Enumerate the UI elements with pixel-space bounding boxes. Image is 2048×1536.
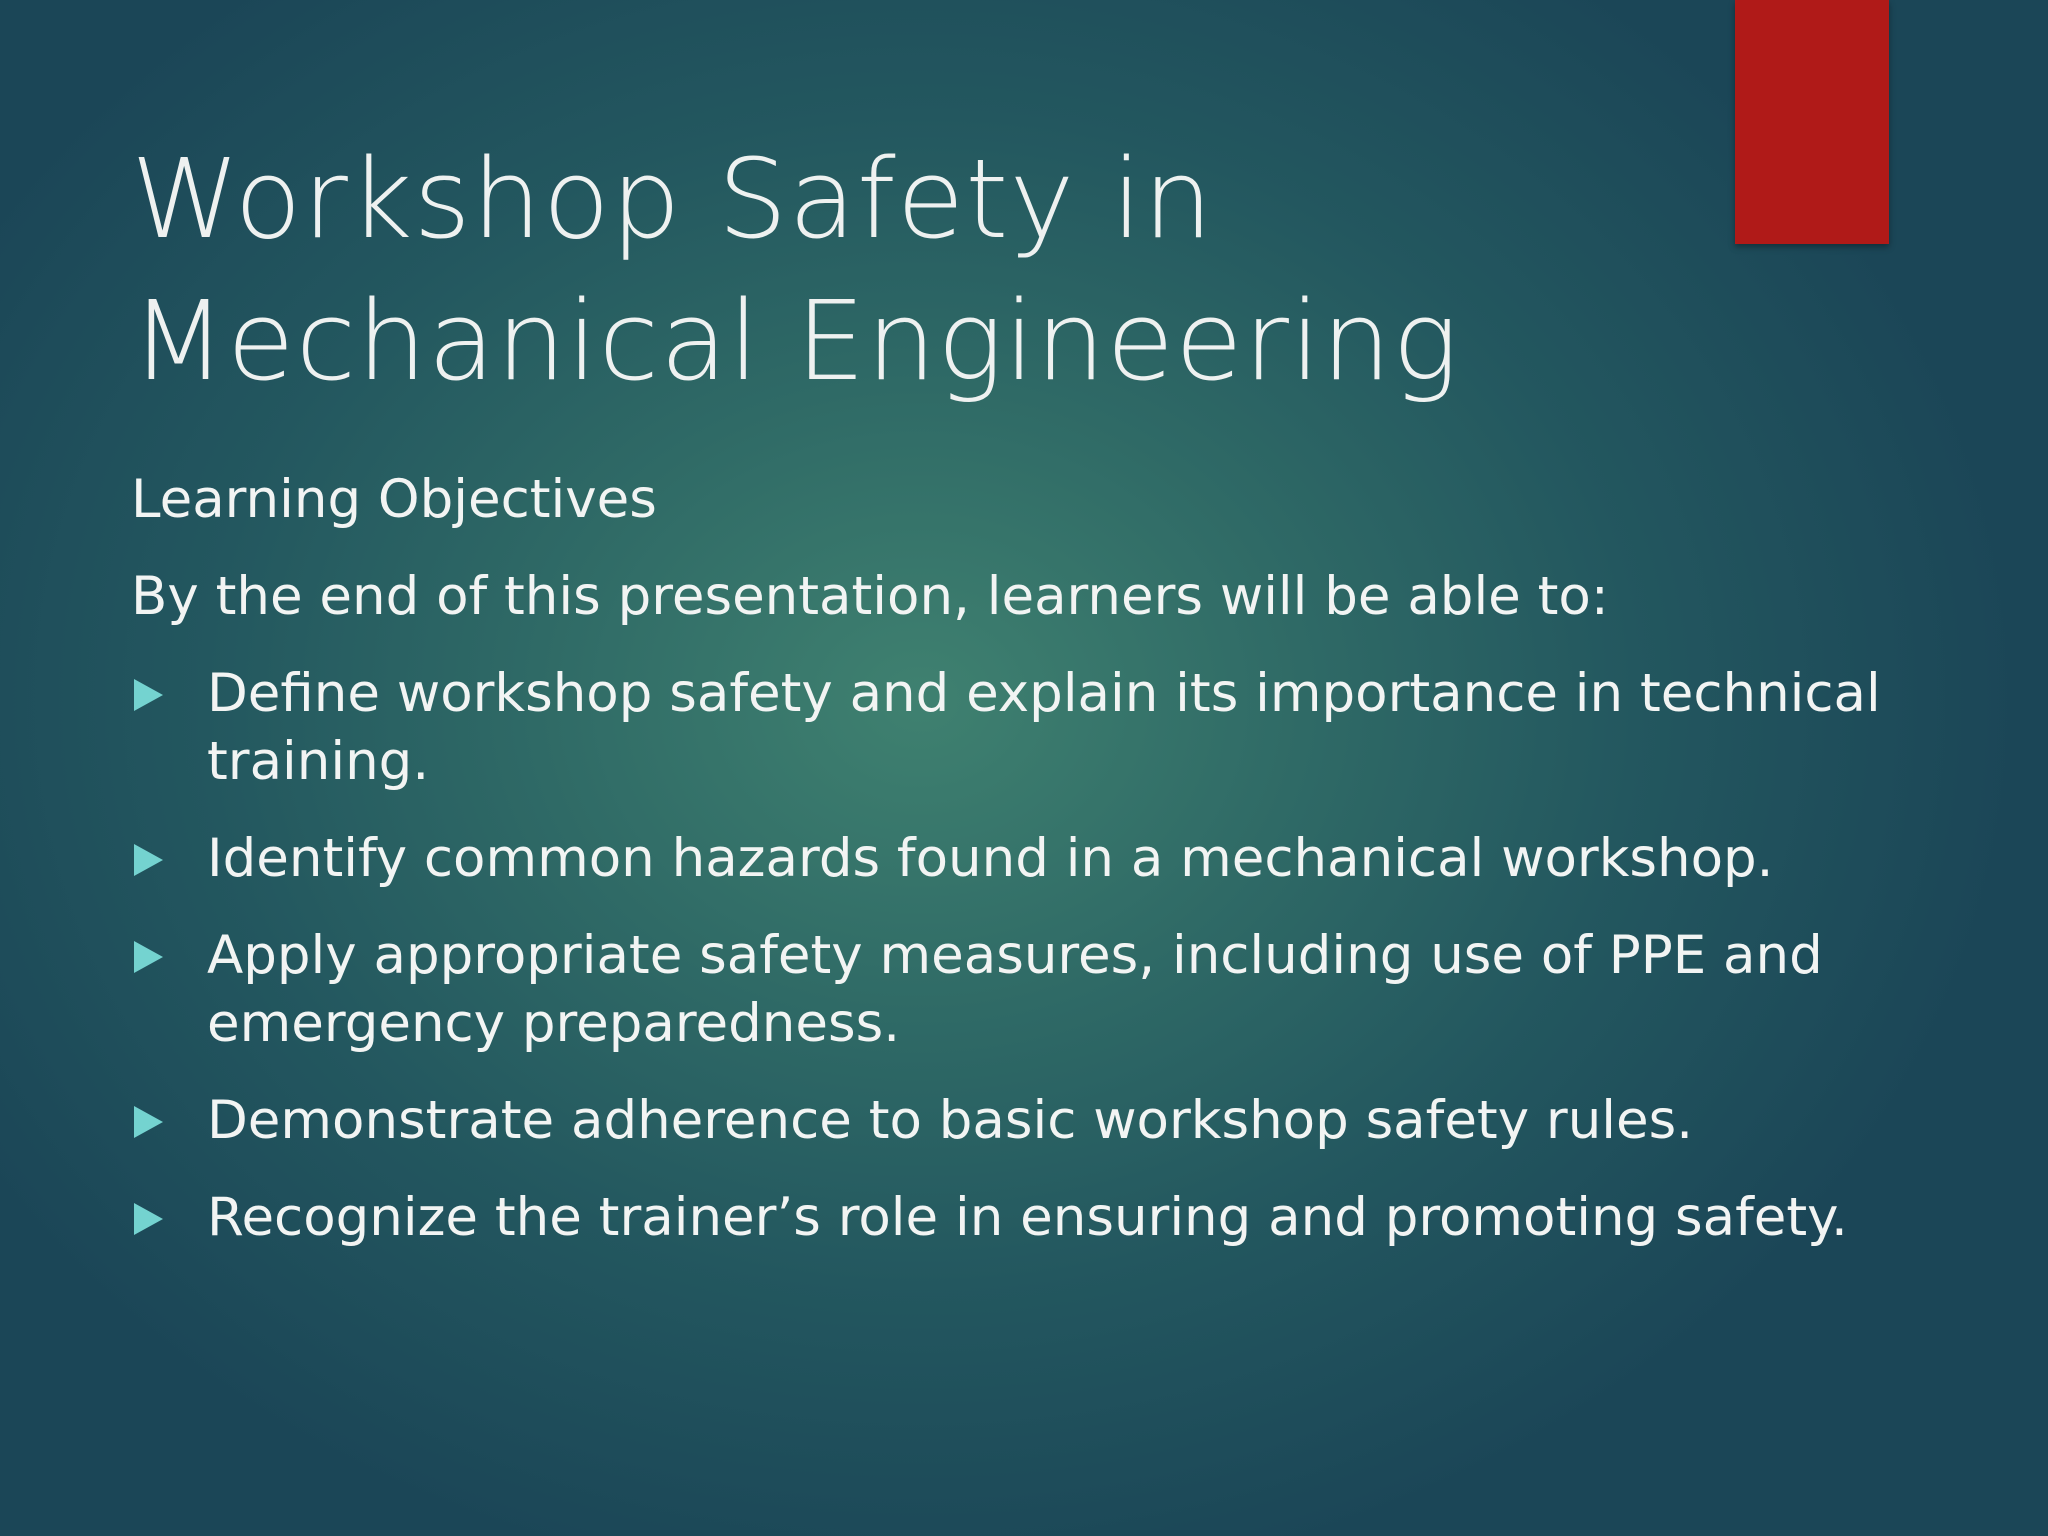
slide-title	[131, 128, 1691, 412]
objective-item	[131, 1087, 1891, 1155]
section-heading: Learning Objectives	[131, 469, 657, 530]
intro-text: By the end of this presentation, learners will be able to:	[131, 566, 1609, 627]
objective-item	[131, 1184, 1891, 1252]
objective-text: Apply appropriate safety measures, including use of PPE and emergency preparedness.	[207, 925, 1823, 1054]
accent-bar	[1735, 0, 1889, 244]
triangle-right-icon	[134, 941, 163, 973]
objective-text: Demonstrate adherence to basic workshop safety rules.	[207, 1090, 1694, 1151]
objective-text: Recognize the trainer’s role in ensuring and promoting safety.	[207, 1187, 1848, 1248]
slide-body	[131, 466, 1891, 1281]
objective-text: Identify common hazards found in a mechanical workshop.	[207, 828, 1774, 889]
objective-item	[131, 922, 1891, 1058]
slide-title-line-2: Mechanical Engineering	[131, 277, 1460, 405]
triangle-right-icon	[134, 844, 163, 876]
triangle-right-icon	[134, 1106, 163, 1138]
objective-text: Define workshop safety and explain its importance in technical training.	[207, 663, 1881, 792]
objectives-list	[131, 660, 1891, 1252]
slide-title-line-1: Workshop Safety in	[131, 135, 1214, 263]
triangle-right-icon	[134, 1203, 163, 1235]
objective-item	[131, 660, 1891, 796]
objective-item	[131, 825, 1891, 893]
triangle-right-icon	[134, 679, 163, 711]
